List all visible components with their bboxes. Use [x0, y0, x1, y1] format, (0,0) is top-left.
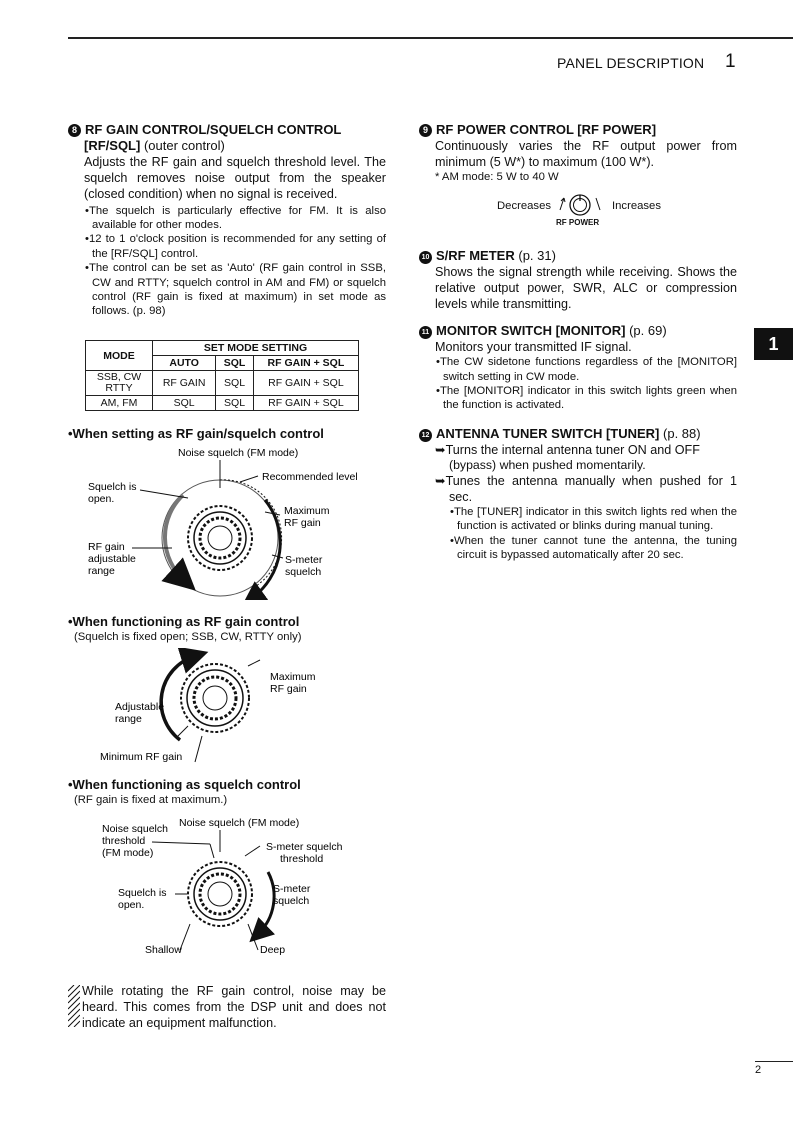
- section-8-bullet-3: •The control can be set as 'Auto' (RF gain control in SSB, CW and RTTY; squelch control in AM and FM) or squelch control (RF gain is fixed at maximum) in set mode as follows. (p. 98): [85, 262, 386, 318]
- label-deep: Deep: [260, 944, 286, 956]
- label-adjustable-2: range: [115, 713, 142, 725]
- label-noise-squelch: Noise squelch (FM mode): [178, 447, 299, 459]
- rf-power-knob-label: RF POWER: [556, 218, 600, 227]
- section-12: [419, 426, 737, 563]
- table-cell: AM, FM: [86, 396, 153, 411]
- section-12-item-2: ➥Tunes the antenna manually when pushed for 1 sec.: [435, 473, 737, 504]
- label-threshold-2: threshold: [102, 835, 146, 847]
- footer-rule: [755, 1061, 793, 1062]
- table-row: [86, 396, 359, 411]
- table-header-auto: AUTO: [153, 356, 216, 371]
- table-cell: SQL: [216, 371, 254, 396]
- label-max-rf-2: RF gain: [270, 683, 307, 695]
- arrow-icon: ➥: [435, 473, 446, 488]
- section-8: [68, 122, 386, 319]
- section-10: [419, 248, 737, 313]
- label-smeter-threshold: S-meter squelch: [266, 841, 343, 853]
- section-10-title: 10 S/RF METER (p. 31): [419, 248, 737, 264]
- chapter-side-tab: 1: [754, 328, 793, 360]
- section-12-title: 12 ANTENNA TUNER SWITCH [TUNER] (p. 88): [419, 426, 737, 442]
- rf-power-increases: Increases: [612, 200, 661, 212]
- label-smeter-threshold-2: threshold: [280, 853, 324, 865]
- page-number: 2: [755, 1064, 762, 1076]
- section-number-9: 9: [419, 124, 432, 137]
- gear-knob-icon: [188, 862, 252, 926]
- section-number-11: 11: [419, 326, 432, 339]
- table-header-sql: SQL: [216, 356, 254, 371]
- table-cell: SSB, CW RTTY: [86, 371, 153, 396]
- section-10-body: Shows the signal strength while receiving. Shows the relative output power, SWR, ALC or compression levels while transmitting.: [435, 265, 737, 312]
- note-hatch-icon: [68, 985, 80, 1027]
- set-mode-table: [85, 340, 359, 411]
- rf-power-knob-icon: [552, 192, 608, 218]
- label-adjustable: RF gain: [88, 541, 125, 553]
- diagram-2-subheading: (Squelch is fixed open; SSB, CW, RTTY only): [74, 631, 302, 643]
- label-recommended: Recommended level: [262, 471, 358, 483]
- label-squelch-open-2: open.: [118, 899, 145, 911]
- label-adjustable: Adjustable: [115, 701, 165, 713]
- section-12-item-1-cont: (bypass) when pushed momentarily.: [449, 458, 646, 473]
- label-smeter: S-meter: [273, 883, 311, 895]
- dsp-note: While rotating the RF gain control, noise may be heard. This comes from the DSP unit and does not indicate an equipment malfunction.: [82, 984, 386, 1031]
- label-adjustable-2: adjustable: [88, 553, 136, 565]
- diagram-2-knob: [80, 648, 340, 766]
- table-header-both: RF GAIN + SQL: [253, 356, 358, 371]
- table-header-group: SET MODE SETTING: [153, 341, 359, 356]
- section-11-body: Monitors your transmitted IF signal.: [435, 340, 632, 354]
- diagram-3-heading: •When functioning as squelch control: [68, 777, 301, 792]
- label-threshold-3: (FM mode): [102, 847, 154, 859]
- section-11-bullet-1: •The CW sidetone functions regardless of the [MONITOR] switch setting in CW mode.: [436, 356, 737, 383]
- table-header-mode: MODE: [86, 341, 153, 371]
- diagram-3-subheading: (RF gain is fixed at maximum.): [74, 794, 228, 806]
- label-noise-top: Noise squelch (FM mode): [179, 817, 300, 829]
- page-header-title: PANEL DESCRIPTION: [557, 55, 705, 71]
- section-8-body: Adjusts the RF gain and squelch threshold level. The squelch removes noise output from the speaker (closed condition) when no signal is received.: [84, 155, 386, 202]
- section-8-bullet-1: •The squelch is particularly effective for FM. It is also available for other modes.: [85, 204, 386, 232]
- label-max-rf-2: RF gain: [284, 517, 321, 529]
- section-number-10: 10: [419, 251, 432, 264]
- header-rule: [68, 37, 793, 39]
- label-max-rf: Maximum: [284, 505, 330, 517]
- table-cell: RF GAIN: [153, 371, 216, 396]
- label-max-rf: Maximum: [270, 671, 316, 683]
- label-squelch-open: Squelch is: [118, 887, 167, 899]
- label-shallow: Shallow: [145, 944, 182, 956]
- section-9-body: Continuously varies the RF output power from minimum (5 W*) to maximum (100 W*).: [435, 139, 737, 170]
- arrow-icon: ➥: [435, 443, 446, 457]
- section-8-title-line2: [RF/SQL] (outer control): [84, 138, 225, 153]
- table-cell: SQL: [153, 396, 216, 411]
- section-number-8: 8: [68, 124, 81, 137]
- section-12-bullet-2: •When the tuner cannot tune the antenna, the tuning circuit is bypassed automatically after 20 sec.: [450, 534, 737, 562]
- section-11-bullet-2: •The [MONITOR] indicator in this switch lights green when the function is activated.: [436, 385, 737, 412]
- diagram-3-knob: [80, 812, 380, 962]
- label-squelch-open: Squelch is: [88, 481, 137, 493]
- table-cell: RF GAIN + SQL: [253, 371, 358, 396]
- label-smeter-2: squelch: [273, 895, 310, 907]
- label-smeter: S-meter: [285, 554, 323, 566]
- label-min-rf: Minimum RF gain: [100, 751, 183, 763]
- section-8-title: 8 RF GAIN CONTROL/SQUELCH CONTROL: [68, 122, 386, 138]
- label-squelch-open-2: open.: [88, 493, 115, 505]
- diagram-1-heading: •When setting as RF gain/squelch control: [68, 426, 324, 441]
- label-adjustable-3: range: [88, 565, 115, 577]
- gear-knob-icon: [188, 506, 252, 570]
- label-threshold: Noise squelch: [102, 823, 168, 835]
- section-12-item-1: ➥Turns the internal antenna tuner ON and OFF: [435, 443, 700, 457]
- section-11-title: 11 MONITOR SWITCH [MONITOR] (p. 69): [419, 323, 737, 339]
- section-9: [419, 122, 737, 185]
- diagram-2-heading: •When functioning as RF gain control: [68, 614, 300, 629]
- label-smeter-2: squelch: [285, 566, 322, 578]
- table-row: [86, 371, 359, 396]
- page-header-chapter: 1: [725, 51, 736, 72]
- rf-power-decreases: Decreases: [497, 200, 551, 212]
- section-9-title: 9 RF POWER CONTROL [RF POWER]: [419, 122, 737, 138]
- section-8-bullet-2: •12 to 1 o'clock position is recommended for any setting of the [RF/SQL] control.: [85, 233, 386, 260]
- section-number-12: 12: [419, 429, 432, 442]
- section-11: [419, 323, 737, 413]
- table-cell: SQL: [216, 396, 254, 411]
- section-12-bullet-1: •The [TUNER] indicator in this switch lights red when the function is activated or blinks during manual tuning.: [450, 506, 737, 533]
- gear-knob-icon: [181, 664, 249, 732]
- diagram-1-knob: [80, 440, 380, 600]
- table-cell: RF GAIN + SQL: [253, 396, 358, 411]
- section-9-note: * AM mode: 5 W to 40 W: [435, 171, 559, 184]
